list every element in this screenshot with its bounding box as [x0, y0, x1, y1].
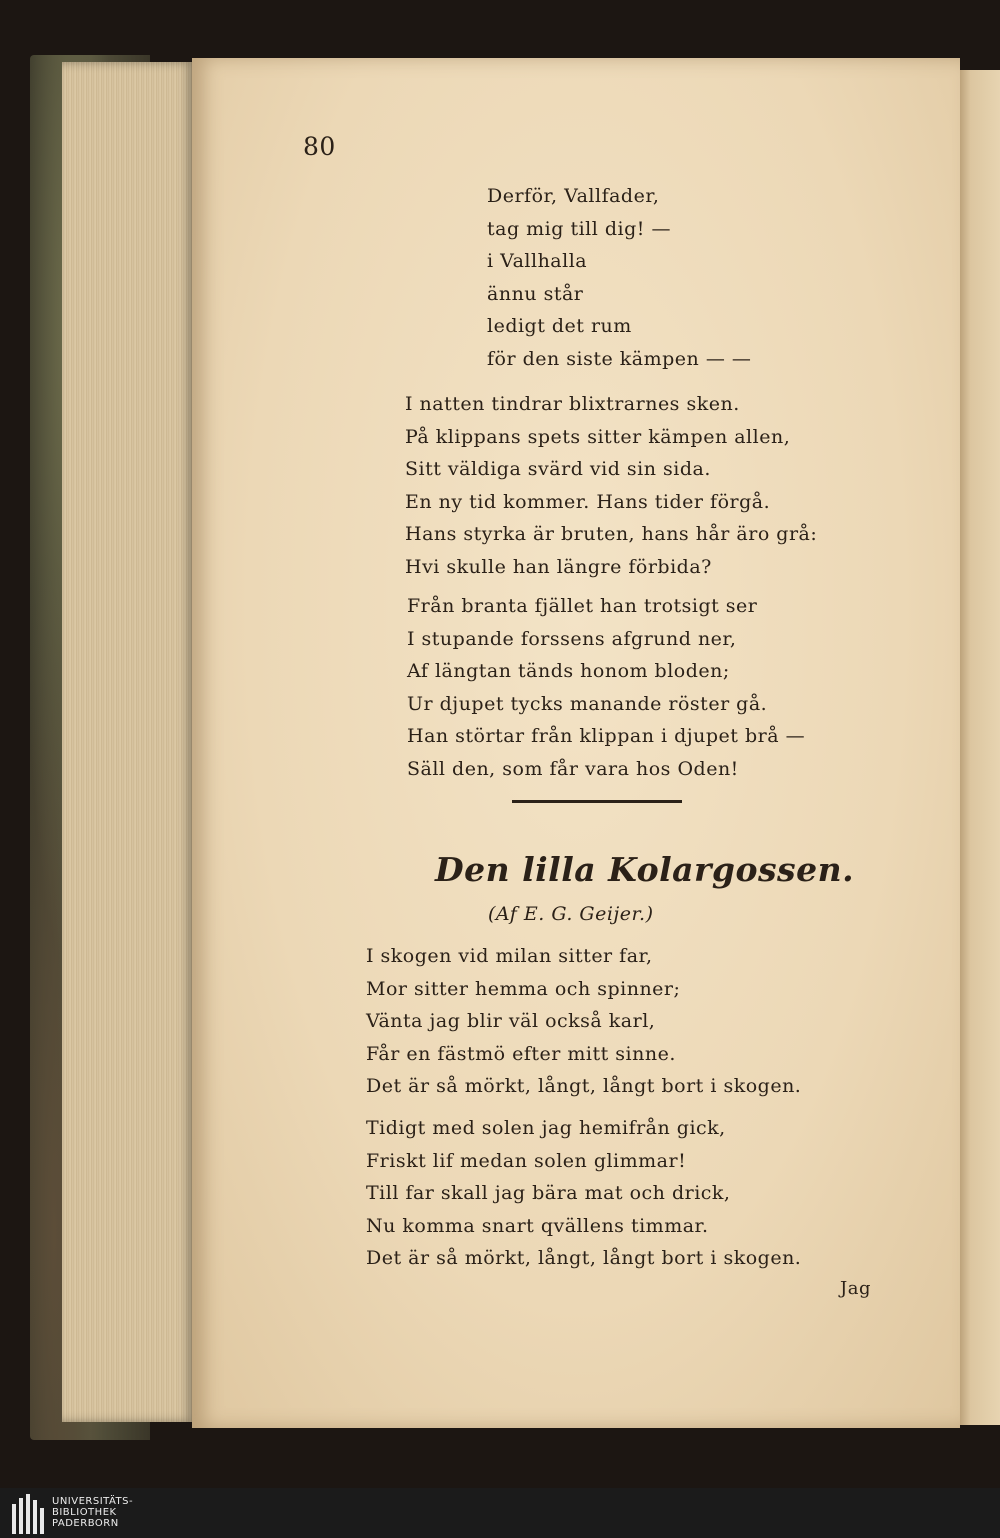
verse-line: tag mig till dig! — [487, 217, 671, 240]
page-edges [62, 62, 194, 1422]
footer-bar [0, 1488, 1000, 1538]
verse-line: I stupande forssens afgrund ner, [407, 627, 737, 650]
next-page-edge [958, 70, 1000, 1425]
poem1-stanza-3 [407, 590, 805, 785]
verse-line: Hvi skulle han längre förbida? [405, 555, 712, 578]
poem1-stanza-2 [405, 388, 817, 583]
verse-line: Vänta jag blir väl också karl, [366, 1010, 656, 1032]
verse-line: för den siste kämpen — — [487, 347, 752, 370]
poem-title: Den lilla Kolargossen. [435, 850, 855, 889]
library-name-line: BIBLIOTHEK [52, 1507, 117, 1518]
library-name-line: PADERBORN [52, 1518, 119, 1529]
verse-line: Nu komma snart qvällens timmar. [366, 1214, 709, 1237]
verse-line: Sitt väldiga svärd vid sin sida. [405, 458, 711, 480]
library-logo-icon [10, 1494, 50, 1534]
verse-line: I natten tindrar blixtrarnes sken. [405, 393, 740, 415]
verse-line: Det är så mörkt, långt, långt bort i skogen. [366, 1075, 802, 1097]
verse-line: Hans styrka är bruten, hans hår äro grå: [405, 523, 818, 545]
verse-line: Han störtar från klippan i djupet brå — [407, 725, 806, 747]
poem-author: (Af E. G. Geijer.) [488, 903, 654, 925]
verse-line: Mor sitter hemma och spinner; [366, 977, 681, 1000]
catchword: Jag [840, 1278, 871, 1299]
verse-line: ledigt det rum [487, 315, 632, 337]
verse-line: Säll den, som får vara hos Oden! [407, 757, 739, 780]
poem2-stanza-2 [366, 1112, 801, 1275]
section-divider [512, 800, 682, 803]
page-number: 80 [303, 132, 336, 161]
verse-line: Från branta fjället han trotsigt ser [407, 595, 758, 617]
verse-line: Af längtan tänds honom bloden; [407, 660, 730, 682]
verse-line: ännu står [487, 282, 584, 305]
verse-line: Får en fästmö efter mitt sinne. [366, 1042, 676, 1065]
verse-line: Tidigt med solen jag hemifrån gick, [366, 1117, 726, 1139]
library-name [52, 1496, 133, 1529]
verse-line: Friskt lif medan solen glimmar! [366, 1149, 687, 1172]
verse-line: Derför, Vallfader, [487, 185, 660, 207]
verse-line: Till far skall jag bära mat och drick, [366, 1182, 731, 1204]
verse-line: i Vallhalla [487, 250, 588, 272]
verse-line: I skogen vid milan sitter far, [366, 945, 653, 967]
poem1-stanza-1 [487, 180, 751, 375]
library-name-line: UNIVERSITÄTS- [52, 1496, 134, 1507]
verse-line: Det är så mörkt, långt, långt bort i skogen. [366, 1247, 802, 1269]
verse-line: En ny tid kommer. Hans tider förgå. [405, 490, 771, 513]
verse-line: På klippans spets sitter kämpen allen, [405, 425, 791, 448]
poem2-stanza-1 [366, 940, 801, 1103]
verse-line: Ur djupet tycks manande röster gå. [407, 692, 768, 715]
